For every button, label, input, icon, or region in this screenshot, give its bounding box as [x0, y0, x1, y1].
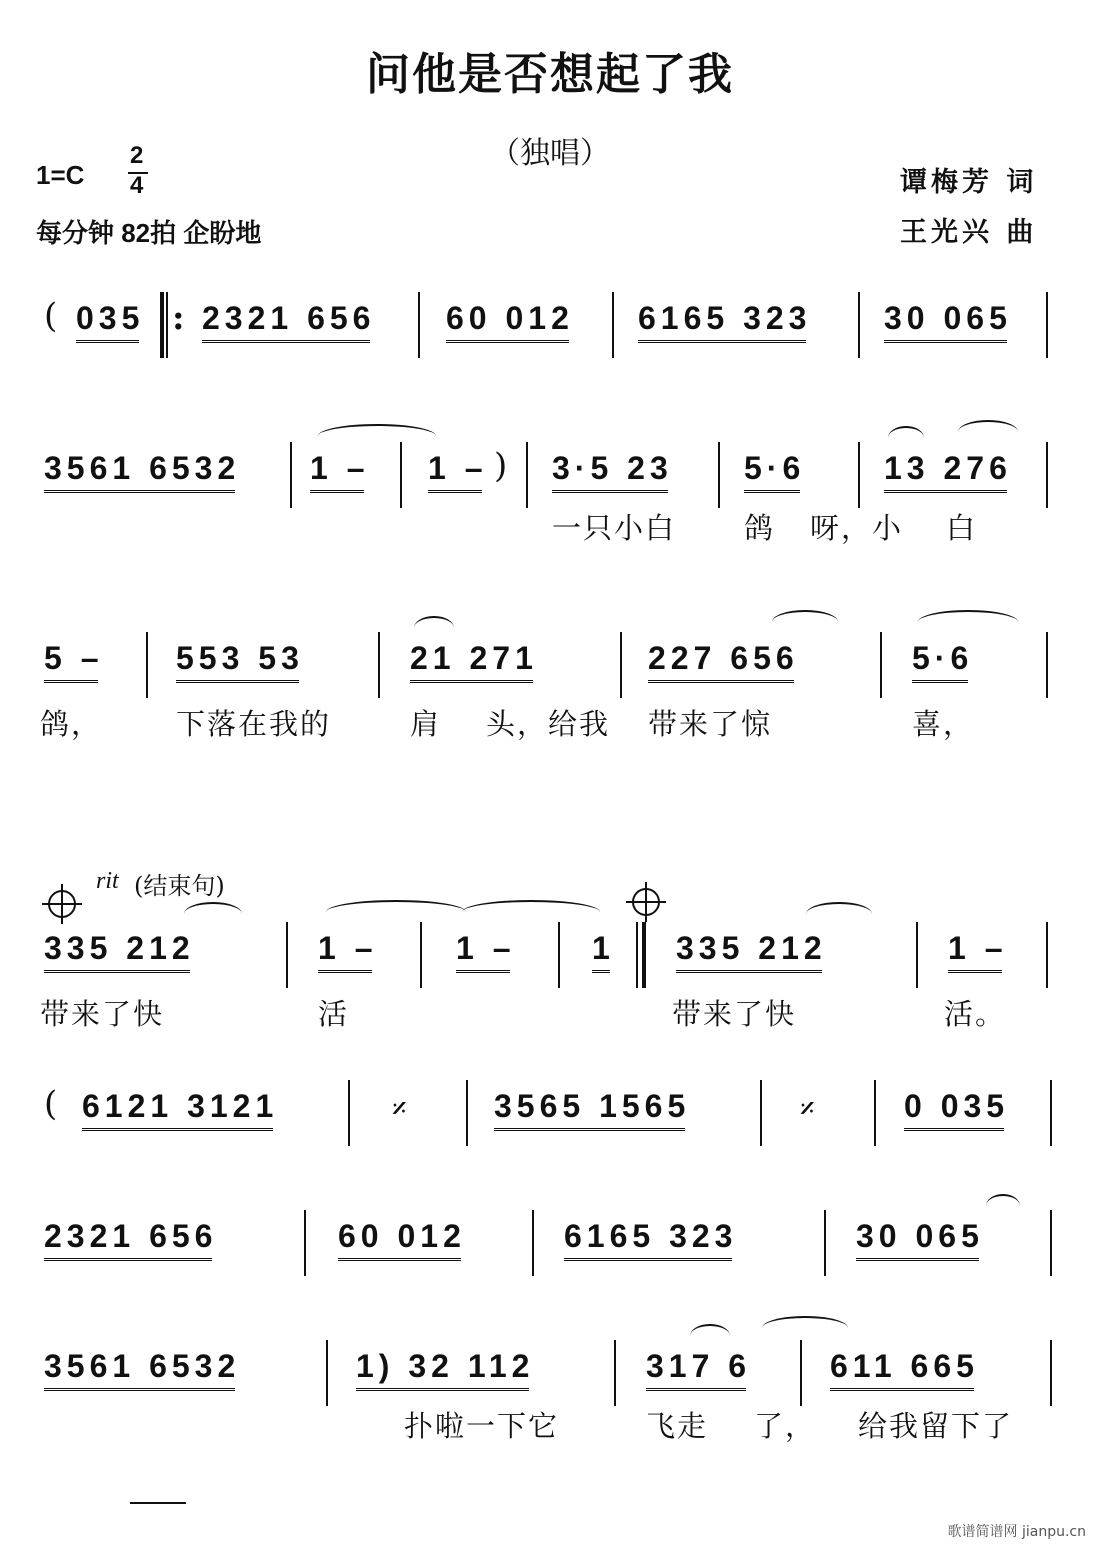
note-group: 0 035: [904, 1088, 1010, 1124]
time-signature-denominator: 4: [130, 172, 144, 199]
lyric: 肩: [410, 707, 442, 741]
note-group: 227 656: [648, 640, 799, 676]
tie: [986, 1194, 1020, 1218]
lyric: 喜，: [912, 707, 975, 741]
lyric: 白: [946, 511, 978, 545]
note-group: 317 6: [646, 1348, 752, 1384]
lyricist-credit: 谭梅芳 词: [900, 167, 1038, 198]
watermark-footer: 歌谱简谱网 jianpu.cn: [947, 1524, 1086, 1540]
repeat-barline: [160, 292, 164, 358]
note-group: 611 665: [830, 1348, 979, 1384]
note-group: 2321 656: [202, 300, 376, 336]
double-barline: [642, 922, 646, 988]
barline: [418, 292, 420, 358]
lyric: 鸽，: [40, 707, 103, 741]
note-group: 553 53: [176, 640, 304, 676]
barline: [1046, 292, 1048, 358]
note-group: 6165 323: [564, 1218, 738, 1254]
tie: [772, 610, 838, 634]
tie: [318, 424, 436, 448]
note-group: 21 271: [410, 640, 538, 676]
lyric: 下落在我的: [176, 707, 332, 741]
close-paren: ): [494, 446, 508, 486]
lyric: 头，给我: [486, 707, 611, 741]
note-group: 6121 3121: [82, 1088, 279, 1124]
barline: [858, 442, 860, 508]
repeat-measure-sign: 𝄎: [800, 1092, 815, 1127]
tie: [462, 900, 600, 924]
tempo-marking: 每分钟 82拍 企盼地: [36, 218, 262, 248]
note-group: 3·5 23: [552, 450, 673, 486]
tie: [184, 902, 242, 926]
barline: [1050, 1080, 1052, 1146]
barline: [718, 442, 720, 508]
note-group: 60 012: [338, 1218, 466, 1254]
tie: [958, 420, 1018, 444]
note-group: 13 276: [884, 450, 1012, 486]
barline: [290, 442, 292, 508]
barline: [532, 1210, 534, 1276]
coda-sign: [48, 890, 76, 918]
barline: [614, 1340, 616, 1406]
lyric: 扑啦一下它: [404, 1409, 560, 1443]
tie: [806, 902, 872, 926]
barline: [858, 292, 860, 358]
open-paren: (: [44, 1084, 58, 1124]
lyric: 活: [318, 997, 350, 1031]
song-title: 问他是否想起了我: [366, 49, 734, 100]
lyric: 飞走: [646, 1409, 709, 1443]
lyric: 带来了快: [40, 997, 165, 1031]
open-paren: (: [44, 296, 58, 336]
barline: [612, 292, 614, 358]
barline: [286, 922, 288, 988]
barline: [378, 632, 380, 698]
tie: [690, 1324, 730, 1348]
key-signature: 1=C: [36, 160, 85, 190]
barline: [880, 632, 882, 698]
note-group: 30 065: [856, 1218, 984, 1254]
note-group: 3561 6532: [44, 1348, 241, 1384]
note-group: 1 –: [428, 450, 488, 486]
note-group: 1 –: [310, 450, 370, 486]
barline: [304, 1210, 306, 1276]
coda-sign: [632, 888, 660, 916]
note-group: 1) 32 112: [356, 1348, 535, 1384]
barline: [760, 1080, 762, 1146]
barline: [620, 632, 622, 698]
barline: [1046, 632, 1048, 698]
note-group: 335 212: [676, 930, 827, 966]
lyric: 给我留下了: [858, 1409, 1014, 1443]
lyric: 活。: [944, 997, 1007, 1031]
barline: [1050, 1210, 1052, 1276]
note-group: 5 –: [44, 640, 104, 676]
barline: [636, 922, 638, 988]
barline: [1046, 922, 1048, 988]
note-group: 30 065: [884, 300, 1012, 336]
note-group: 2321 656: [44, 1218, 218, 1254]
barline: [166, 292, 168, 358]
barline: [526, 442, 528, 508]
barline: [916, 922, 918, 988]
barline: [1046, 442, 1048, 508]
tie: [762, 1316, 848, 1340]
note-group: 5·6: [912, 640, 974, 676]
note-group: 3565 1565: [494, 1088, 691, 1124]
barline: [824, 1210, 826, 1276]
tie: [888, 426, 924, 450]
lyric: 带来了惊: [648, 707, 773, 741]
barline: [348, 1080, 350, 1146]
note-group: 1 –: [456, 930, 516, 966]
lyric: 一只小白: [552, 511, 677, 545]
barline: [400, 442, 402, 508]
barline: [1050, 1340, 1052, 1406]
time-signature-numerator: 2: [130, 142, 144, 169]
repeat-dots: :: [172, 298, 185, 338]
song-subtitle: （独唱）: [490, 136, 610, 171]
note-group: 5·6: [744, 450, 806, 486]
note-group: 3561 6532: [44, 450, 241, 486]
composer-credit: 王光兴 曲: [900, 217, 1038, 248]
lyric: 鸽: [744, 511, 776, 545]
note-group: 1: [592, 930, 615, 966]
tie: [918, 610, 1018, 634]
note-group: 035: [76, 300, 145, 336]
tie: [414, 616, 454, 640]
note-group: 1 –: [318, 930, 378, 966]
barline: [146, 632, 148, 698]
rit-marking: rit: [96, 868, 119, 894]
note-group: 6165 323: [638, 300, 812, 336]
continuation-line: [130, 1502, 186, 1504]
lyric: 呀，小: [810, 511, 904, 545]
barline: [874, 1080, 876, 1146]
barline: [558, 922, 560, 988]
repeat-measure-sign: 𝄎: [392, 1092, 407, 1127]
barline: [420, 922, 422, 988]
barline: [326, 1340, 328, 1406]
barline: [466, 1080, 468, 1146]
lyric: 了，: [754, 1409, 817, 1443]
note-group: 335 212: [44, 930, 195, 966]
ending-annotation: (结束句): [134, 872, 225, 900]
tie: [326, 900, 466, 924]
lyric: 带来了快: [672, 997, 797, 1031]
note-group: 1 –: [948, 930, 1008, 966]
barline: [800, 1340, 802, 1406]
note-group: 60 012: [446, 300, 574, 336]
